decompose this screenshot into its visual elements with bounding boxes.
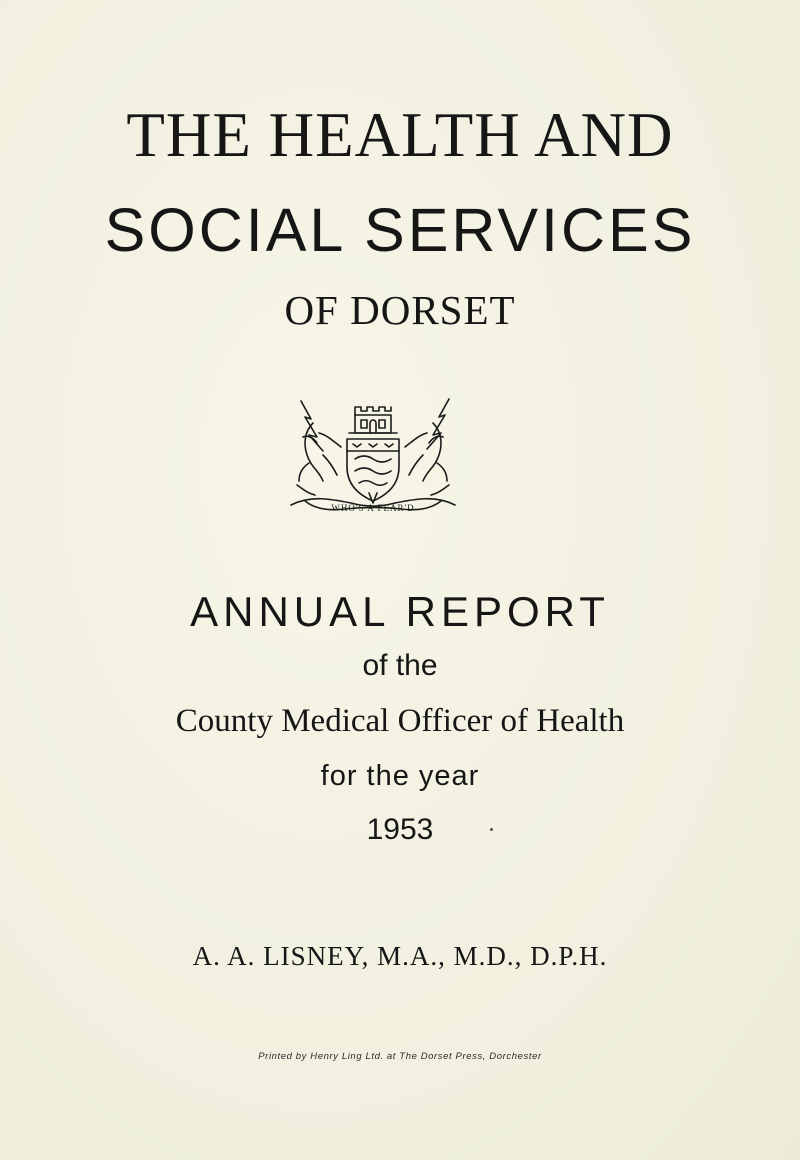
title-line-1: THE HEALTH AND — [126, 100, 674, 170]
author-name: A. A. LISNEY, M.A., M.D., D.P.H. — [192, 941, 608, 971]
title-line-3: OF DORSET — [284, 287, 516, 333]
report-officer: County Medical Officer of Health — [175, 703, 625, 739]
title-line-2: SOCIAL SERVICES — [104, 196, 696, 264]
report-of-the: of the — [362, 649, 438, 682]
report-heading: ANNUAL REPORT — [190, 588, 610, 635]
coat-of-arms-icon — [283, 393, 463, 521]
paper-speck — [490, 828, 493, 831]
report-year: 1953 — [366, 813, 434, 846]
report-for-the-year: for the year — [320, 760, 480, 792]
svg-text:WHO'S A FEAR'D: WHO'S A FEAR'D — [331, 503, 415, 513]
printer-imprint: Printed by Henry Ling Ltd. at The Dorset Press, Dorchester — [258, 1051, 542, 1062]
